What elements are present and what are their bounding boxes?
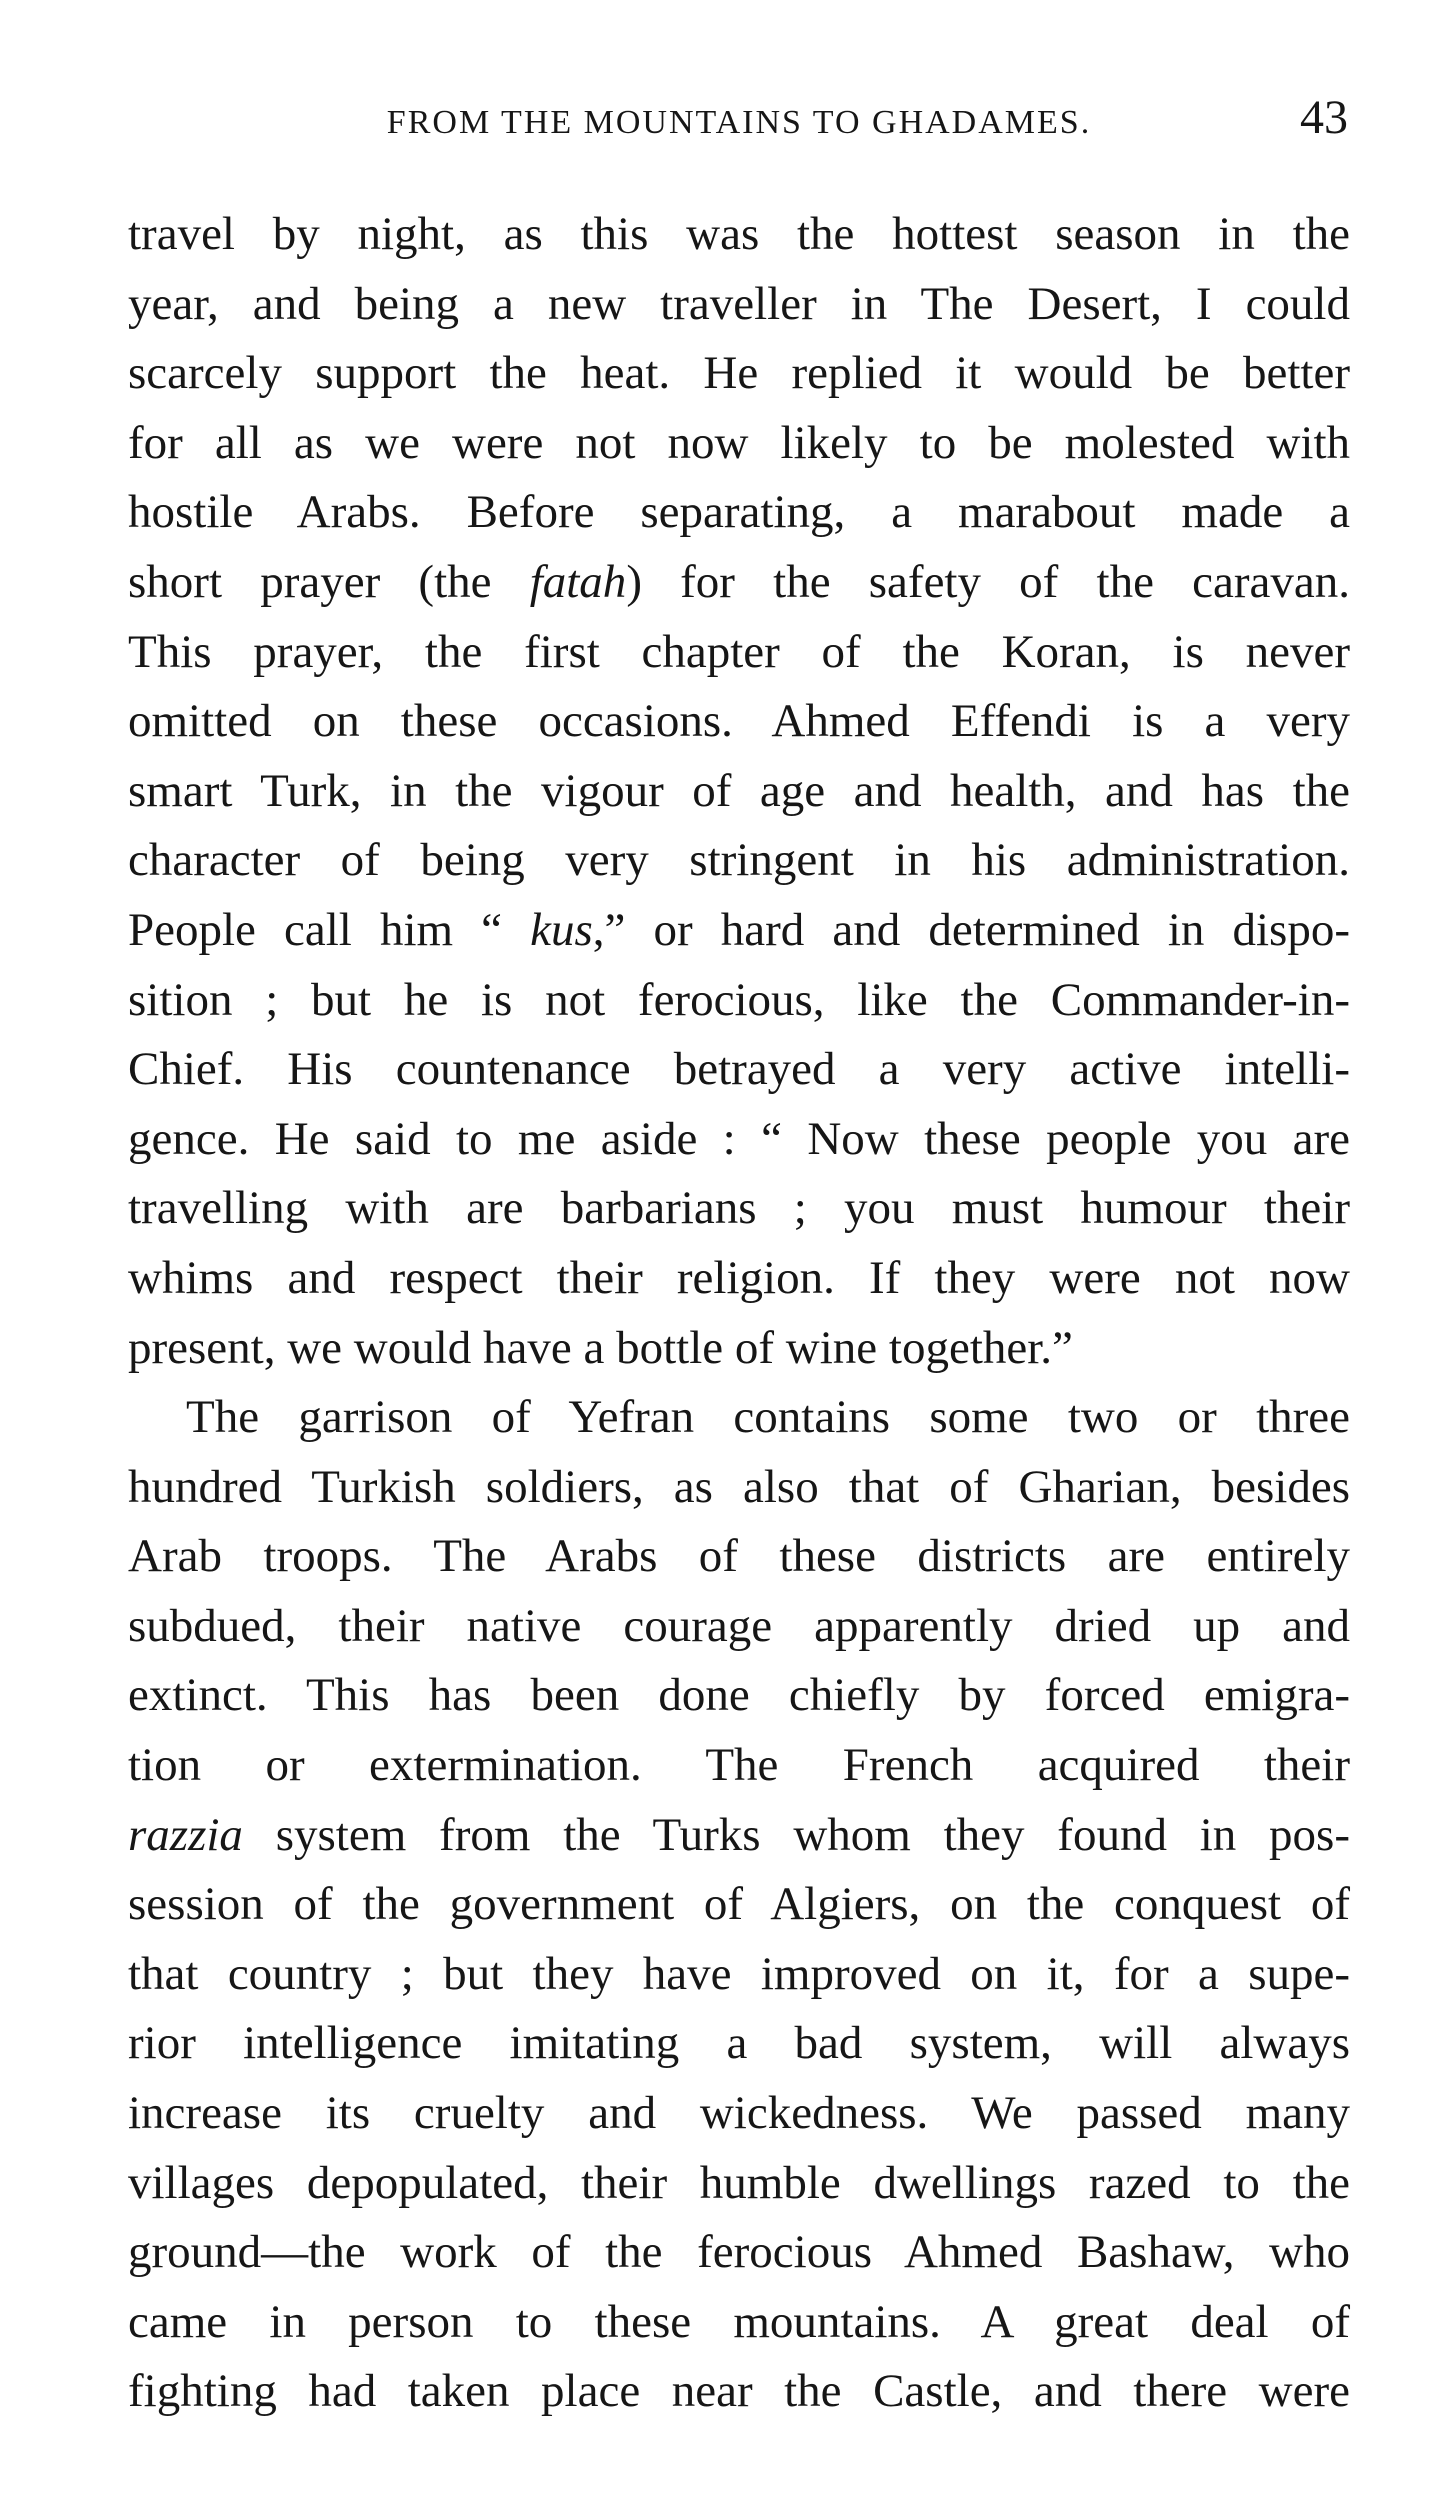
text-line: session of the government of Algiers, on the conquest of [128, 1878, 1350, 1931]
text-line: villages depopulated, their humble dwellings razed to the [128, 2156, 1350, 2209]
text-line: ground—the work of the ferocious Ahmed Bashaw, who [128, 2226, 1350, 2279]
body-text [128, 200, 1350, 2427]
text-line: came in person to these mountains. A great deal of [128, 2295, 1350, 2348]
text-line: extinct. This has been done chiefly by forced emigra- [128, 1669, 1350, 1722]
text-line: whims and respect their religion. If they were not now [128, 1251, 1350, 1304]
text-line: hundred Turkish soldiers, as also that of Gharian, besides [128, 1460, 1350, 1513]
text-line: Chief. His countenance betrayed a very active intelli- [128, 1043, 1350, 1096]
running-header [128, 90, 1350, 150]
text-line: smart Turk, in the vigour of age and health, and has the [128, 764, 1350, 817]
text-line: fighting had taken place near the Castle, and there were [128, 2365, 1350, 2418]
text-line: rior intelligence imitating a bad system, will always [128, 2017, 1350, 2070]
paragraph-2 [128, 1383, 1350, 2427]
text-line: scarcely support the heat. He replied it would be better [128, 347, 1350, 400]
page-number: 43 [1300, 91, 1348, 144]
text-line-italic-kus: People call him “ kus,” or hard and determined in dispo- [128, 903, 1350, 956]
text-line: tion or extermination. The French acquired their [128, 1739, 1350, 1792]
text-line: travel by night, as this was the hottest season in the [128, 208, 1350, 260]
text-line: increase its cruelty and wickedness. We passed many [128, 2087, 1350, 2140]
text-line: This prayer, the first chapter of the Koran, is never [128, 625, 1350, 678]
running-title: FROM THE MOUNTAINS TO GHADAMES. [386, 104, 1092, 141]
text-line: Arab troops. The Arabs of these districts are entirely [128, 1530, 1350, 1583]
text-line: that country ; but they have improved on it, for a supe- [128, 1947, 1350, 2000]
text-line: travelling with are barbarians ; you must humour their [128, 1182, 1350, 1235]
text-line-italic-fatah: short prayer (the fatah) for the safety of the caravan. [128, 555, 1350, 608]
text-line: present, we would have a bottle of wine together.” [128, 1321, 1073, 1374]
text-line: for all as we were not now likely to be molested with [128, 416, 1350, 469]
text-line: The garrison of Yefran contains some two or three [186, 1391, 1350, 1444]
text-line: subdued, their native courage apparently dried up and [128, 1599, 1350, 1652]
text-line: sition ; but he is not ferocious, like the Commander-in- [128, 973, 1350, 1026]
text-line: gence. He said to me aside : “ Now these people you are [128, 1112, 1350, 1165]
text-line: year, and being a new traveller in The Desert, I could [128, 277, 1350, 330]
paragraph-1 [128, 200, 1350, 1383]
book-page [128, 90, 1350, 2427]
text-line: character of being very stringent in his administration. [128, 834, 1350, 887]
text-line: omitted on these occasions. Ahmed Effendi is a very [128, 695, 1350, 748]
text-line-italic-razzia: razzia system from the Turks whom they found in pos- [128, 1808, 1350, 1861]
text-line: hostile Arabs. Before separating, a marabout made a [128, 486, 1350, 539]
